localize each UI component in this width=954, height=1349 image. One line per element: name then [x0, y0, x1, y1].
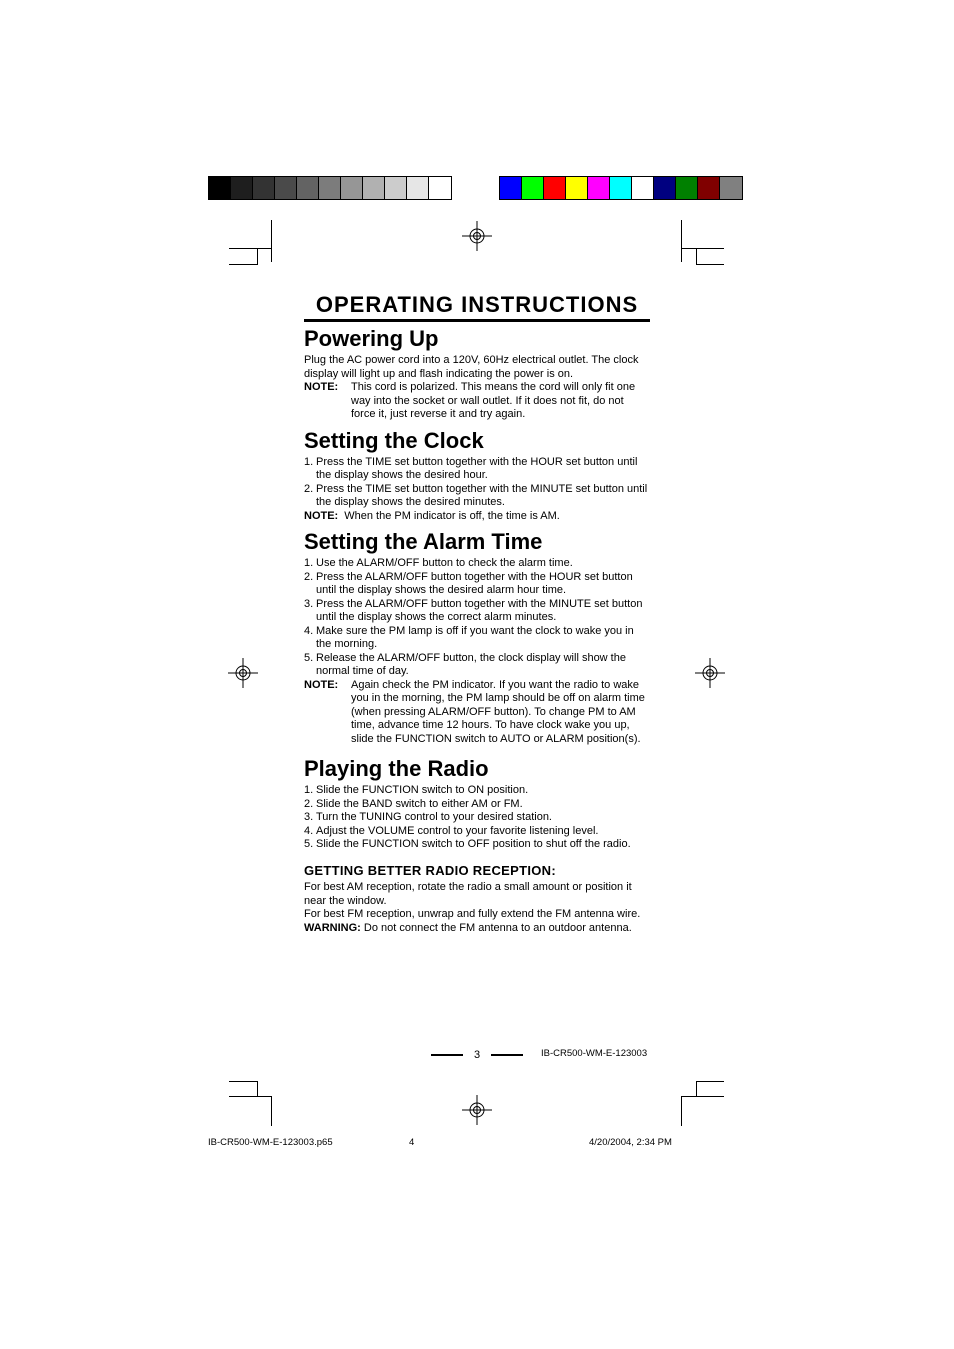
color-swatch: [522, 177, 544, 199]
footer-sheet-number: 4: [409, 1137, 415, 1148]
crop-mark: [696, 248, 697, 265]
step-number: 3.: [304, 597, 314, 610]
list-item: [304, 652, 650, 679]
footer-filename: IB-CR500-WM-E-123003.p65: [208, 1137, 333, 1148]
list-item: [304, 456, 650, 483]
note-text: Again check the PM indicator. If you want the radio to wake you in the morning, the PM lamp should be off on alarm time (when pressing ALARM/OFF button). To change PM to AM time, advance time 12 hours. To have clock wake you up, slide the FUNCTION switch to AUTO or ALARM position(s).: [351, 678, 645, 745]
crop-mark: [257, 1081, 258, 1096]
document-id: IB-CR500-WM-E-123003: [541, 1048, 648, 1059]
crop-mark: [229, 248, 271, 249]
section-heading: Powering Up: [304, 326, 439, 351]
page-number: 3: [473, 1049, 481, 1061]
playing-radio-section: [304, 756, 650, 852]
better-reception-section: [304, 864, 650, 936]
crop-mark: [271, 220, 272, 262]
note-text: When the PM indicator is off, the time is AM.: [344, 509, 560, 522]
footer-datetime: 4/20/2004, 2:34 PM: [589, 1137, 672, 1148]
color-calibration-strip: [499, 176, 743, 200]
note-label: NOTE:: [304, 381, 339, 393]
crop-mark: [681, 220, 682, 262]
registration-mark-icon: [462, 221, 492, 251]
note-label: NOTE:: [304, 678, 339, 691]
crop-mark: [696, 1081, 697, 1096]
registration-mark-icon: [228, 658, 258, 688]
warning-text: Do not connect the FM antenna to an outdoor antenna.: [363, 921, 632, 934]
color-swatch: [500, 177, 522, 199]
crop-mark: [229, 1081, 258, 1082]
step-number: 4.: [304, 624, 314, 637]
step-number: 2.: [304, 482, 314, 495]
step-number: 5.: [304, 838, 314, 850]
section-heading: Setting the Clock: [304, 427, 484, 453]
body-text: For best AM reception, rotate the radio a small amount or position it near the window.: [304, 881, 632, 907]
step-number: 1.: [304, 784, 314, 796]
steps-list: [304, 456, 650, 510]
gray-swatch: [319, 177, 341, 199]
step-text: Turn the TUNING control to your desired station.: [316, 811, 552, 823]
crop-mark: [681, 1096, 682, 1126]
list-item: [304, 557, 650, 571]
step-text: Press the TIME set button together with the HOUR set button until the display shows the desired hour.: [316, 455, 638, 481]
divider: [491, 1054, 523, 1056]
gray-swatch: [385, 177, 407, 199]
gray-swatch: [407, 177, 429, 199]
color-swatch: [610, 177, 632, 199]
step-text: Slide the FUNCTION switch to OFF position to shut off the radio.: [316, 838, 631, 850]
step-number: 5.: [304, 651, 314, 664]
warning: [304, 922, 650, 936]
page-title: OPERATING INSTRUCTIONS: [304, 292, 650, 322]
step-text: Make sure the PM lamp is off if you want the clock to wake you in the morning.: [316, 624, 634, 650]
list-item: [304, 838, 650, 852]
note-text: This cord is polarized. This means the cord will only fit one way into the socket or wall outlet. If it does not fit, do not force it, just reverse it and try again.: [351, 381, 636, 420]
color-swatch: [654, 177, 676, 199]
step-text: Press the ALARM/OFF button together with the MINUTE set button until the display shows the correct alarm minutes.: [316, 597, 643, 623]
page-number-block: [431, 1049, 523, 1061]
note: [304, 510, 650, 524]
crop-mark: [229, 264, 258, 265]
color-swatch: [566, 177, 588, 199]
setting-alarm-section: [304, 529, 650, 746]
crop-mark: [696, 1081, 724, 1082]
list-item: [304, 825, 650, 839]
list-item: [304, 625, 650, 652]
instructions-content: [304, 292, 650, 935]
step-text: Press the TIME set button together with the MINUTE set button until the display shows the desired minutes.: [316, 482, 648, 508]
step-number: 2.: [304, 570, 314, 583]
crop-mark: [271, 1096, 272, 1126]
warning-label: WARNING:: [304, 921, 361, 934]
color-swatch: [632, 177, 654, 199]
step-number: 1.: [304, 557, 314, 569]
step-number: 4.: [304, 824, 314, 837]
section-heading: Playing the Radio: [304, 756, 489, 781]
divider: [431, 1054, 463, 1056]
steps-list: [304, 557, 650, 679]
grayscale-calibration-strip: [208, 176, 452, 200]
body-text: For best FM reception, unwrap and fully extend the FM antenna wire.: [304, 908, 641, 920]
step-text: Press the ALARM/OFF button together with the HOUR set button until the display shows the desired alarm hour time.: [316, 570, 633, 596]
color-swatch: [698, 177, 720, 199]
registration-mark-icon: [462, 1095, 492, 1125]
note: [304, 381, 650, 422]
gray-swatch: [209, 177, 231, 199]
step-text: Slide the FUNCTION switch to ON position.: [316, 784, 529, 796]
subsection-heading: GETTING BETTER RADIO RECEPTION:: [304, 862, 556, 878]
gray-swatch: [341, 177, 363, 199]
color-swatch: [544, 177, 566, 199]
color-swatch: [676, 177, 698, 199]
crop-mark: [681, 248, 724, 249]
step-text: Use the ALARM/OFF button to check the alarm time.: [316, 557, 573, 569]
gray-swatch: [363, 177, 385, 199]
gray-swatch: [429, 177, 451, 199]
gray-swatch: [297, 177, 319, 199]
crop-mark: [681, 1096, 724, 1097]
step-number: 1.: [304, 455, 314, 468]
step-text: Release the ALARM/OFF button, the clock display will show the normal time of day.: [316, 651, 626, 677]
list-item: [304, 798, 650, 812]
list-item: [304, 483, 650, 510]
note: [304, 679, 650, 747]
section-heading: Setting the Alarm Time: [304, 529, 543, 554]
powering-up-section: [304, 326, 650, 422]
crop-mark: [257, 248, 258, 265]
gray-swatch: [275, 177, 297, 199]
list-item: [304, 811, 650, 825]
setting-clock-section: [304, 428, 650, 524]
crop-mark: [696, 264, 724, 265]
step-number: 3.: [304, 811, 314, 823]
crop-mark: [229, 1096, 272, 1097]
step-text: Adjust the VOLUME control to your favorite listening level.: [316, 824, 599, 837]
gray-swatch: [231, 177, 253, 199]
body-text: Plug the AC power cord into a 120V, 60Hz electrical outlet. The clock display will light up and flash indicating the power is on.: [304, 354, 639, 380]
list-item: [304, 571, 650, 598]
color-swatch: [588, 177, 610, 199]
note-label: NOTE:: [304, 509, 339, 522]
list-item: [304, 784, 650, 798]
color-swatch: [720, 177, 742, 199]
gray-swatch: [253, 177, 275, 199]
step-text: Slide the BAND switch to either AM or FM.: [316, 797, 523, 810]
steps-list: [304, 784, 650, 852]
step-number: 2.: [304, 797, 314, 810]
list-item: [304, 598, 650, 625]
registration-mark-icon: [695, 658, 725, 688]
